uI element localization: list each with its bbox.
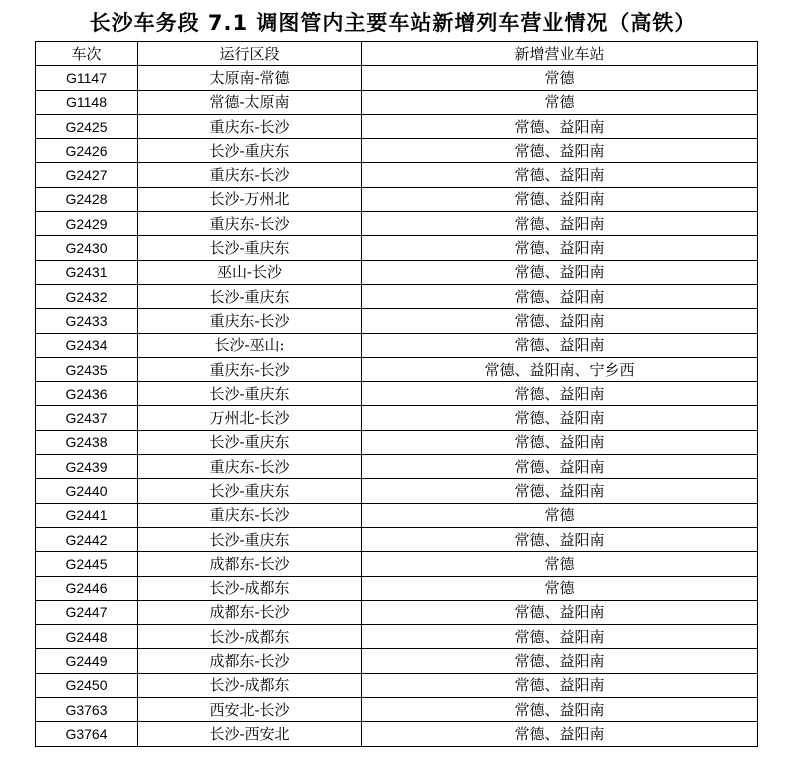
route-section-cell: 长沙-重庆东 [138, 382, 362, 406]
header-route-section: 运行区段 [138, 42, 362, 66]
table-row [36, 66, 758, 90]
route-section-cell: 重庆东-长沙 [138, 114, 362, 138]
new-stations-cell: 常德、益阳南 [362, 479, 758, 503]
route-section-cell: 太原南-常德 [138, 66, 362, 90]
table-row [36, 357, 758, 381]
route-section-cell: 长沙-万州北 [138, 187, 362, 211]
new-stations-cell: 常德、益阳南 [362, 722, 758, 746]
new-stations-cell: 常德、益阳南 [362, 382, 758, 406]
table-body [36, 66, 758, 746]
new-stations-cell: 常德、益阳南 [362, 455, 758, 479]
table-row [36, 673, 758, 697]
table-row [36, 187, 758, 211]
train-number-cell: G2440 [36, 479, 138, 503]
table-row [36, 722, 758, 746]
train-number-cell: G2436 [36, 382, 138, 406]
route-section-cell: 万州北-长沙 [138, 406, 362, 430]
table-row [36, 333, 758, 357]
route-section-cell: 长沙-巫山: [138, 333, 362, 357]
new-stations-cell: 常德、益阳南 [362, 625, 758, 649]
train-number-cell: G2429 [36, 212, 138, 236]
route-section-cell: 长沙-西安北 [138, 722, 362, 746]
route-section-cell: 长沙-重庆东 [138, 479, 362, 503]
new-stations-cell: 常德 [362, 552, 758, 576]
table-row [36, 406, 758, 430]
train-number-cell: G2434 [36, 333, 138, 357]
train-number-cell: G2428 [36, 187, 138, 211]
train-table [35, 41, 758, 747]
new-stations-cell: 常德、益阳南 [362, 309, 758, 333]
route-section-cell: 常德-太原南 [138, 90, 362, 114]
route-section-cell: 长沙-重庆东 [138, 139, 362, 163]
route-section-cell: 长沙-成都东 [138, 625, 362, 649]
header-row [36, 42, 758, 66]
table-row [36, 552, 758, 576]
train-number-cell: G2433 [36, 309, 138, 333]
table-row [36, 455, 758, 479]
document-title: 长沙车务段 7.1 调图管内主要车站新增列车营业情况（高铁） [89, 11, 697, 35]
new-stations-cell: 常德、益阳南 [362, 114, 758, 138]
new-stations-cell: 常德、益阳南 [362, 284, 758, 308]
route-section-cell: 长沙-重庆东 [138, 284, 362, 308]
route-section-cell: 重庆东-长沙 [138, 357, 362, 381]
route-section-cell: 重庆东-长沙 [138, 309, 362, 333]
new-stations-cell: 常德、益阳南 [362, 139, 758, 163]
table-row [36, 90, 758, 114]
train-number-cell: G2427 [36, 163, 138, 187]
new-stations-cell: 常德、益阳南 [362, 649, 758, 673]
header-new-stations: 新增营业车站 [362, 42, 758, 66]
train-number-cell: G3763 [36, 698, 138, 722]
route-section-cell: 巫山-长沙 [138, 260, 362, 284]
route-section-cell: 长沙-重庆东 [138, 430, 362, 454]
train-number-cell: G3764 [36, 722, 138, 746]
train-number-cell: G1148 [36, 90, 138, 114]
table-row [36, 600, 758, 624]
train-number-cell: G2445 [36, 552, 138, 576]
new-stations-cell: 常德 [362, 66, 758, 90]
route-section-cell: 成都东-长沙 [138, 600, 362, 624]
train-number-cell: G2426 [36, 139, 138, 163]
train-number-cell: G2438 [36, 430, 138, 454]
table-row [36, 479, 758, 503]
new-stations-cell: 常德、益阳南 [362, 430, 758, 454]
new-stations-cell: 常德 [362, 90, 758, 114]
new-stations-cell: 常德 [362, 503, 758, 527]
train-number-cell: G2435 [36, 357, 138, 381]
table-header [36, 42, 758, 66]
route-section-cell: 长沙-重庆东 [138, 527, 362, 551]
route-section-cell: 重庆东-长沙 [138, 163, 362, 187]
table-row [36, 625, 758, 649]
train-number-cell: G2432 [36, 284, 138, 308]
table-row [36, 309, 758, 333]
table-row [36, 382, 758, 406]
train-number-cell: G2448 [36, 625, 138, 649]
new-stations-cell: 常德、益阳南 [362, 163, 758, 187]
route-section-cell: 重庆东-长沙 [138, 503, 362, 527]
train-number-cell: G1147 [36, 66, 138, 90]
train-number-cell: G2446 [36, 576, 138, 600]
new-stations-cell: 常德、益阳南 [362, 673, 758, 697]
train-number-cell: G2431 [36, 260, 138, 284]
table-row [36, 260, 758, 284]
train-number-cell: G2441 [36, 503, 138, 527]
new-stations-cell: 常德、益阳南 [362, 212, 758, 236]
new-stations-cell: 常德、益阳南 [362, 187, 758, 211]
train-number-cell: G2439 [36, 455, 138, 479]
table-row [36, 527, 758, 551]
route-section-cell: 成都东-长沙 [138, 649, 362, 673]
new-stations-cell: 常德、益阳南 [362, 600, 758, 624]
train-number-cell: G2442 [36, 527, 138, 551]
table-row [36, 649, 758, 673]
table-row [36, 114, 758, 138]
train-number-cell: G2449 [36, 649, 138, 673]
table-row [36, 236, 758, 260]
route-section-cell: 重庆东-长沙 [138, 212, 362, 236]
new-stations-cell: 常德、益阳南 [362, 698, 758, 722]
table-row [36, 430, 758, 454]
new-stations-cell: 常德、益阳南、宁乡西 [362, 357, 758, 381]
train-number-cell: G2425 [36, 114, 138, 138]
table-row [36, 139, 758, 163]
new-stations-cell: 常德、益阳南 [362, 236, 758, 260]
table-row [36, 212, 758, 236]
table-row [36, 284, 758, 308]
train-number-cell: G2437 [36, 406, 138, 430]
table-row [36, 698, 758, 722]
route-section-cell: 长沙-成都东 [138, 576, 362, 600]
new-stations-cell: 常德、益阳南 [362, 260, 758, 284]
train-number-cell: G2447 [36, 600, 138, 624]
new-stations-cell: 常德、益阳南 [362, 406, 758, 430]
new-stations-cell: 常德、益阳南 [362, 333, 758, 357]
route-section-cell: 长沙-成都东 [138, 673, 362, 697]
route-section-cell: 成都东-长沙 [138, 552, 362, 576]
train-number-cell: G2430 [36, 236, 138, 260]
new-stations-cell: 常德 [362, 576, 758, 600]
table-row [36, 576, 758, 600]
table-row [36, 503, 758, 527]
header-train-number: 车次 [36, 42, 138, 66]
table-row [36, 163, 758, 187]
train-number-cell: G2450 [36, 673, 138, 697]
route-section-cell: 西安北-长沙 [138, 698, 362, 722]
route-section-cell: 长沙-重庆东 [138, 236, 362, 260]
new-stations-cell: 常德、益阳南 [362, 527, 758, 551]
route-section-cell: 重庆东-长沙 [138, 455, 362, 479]
